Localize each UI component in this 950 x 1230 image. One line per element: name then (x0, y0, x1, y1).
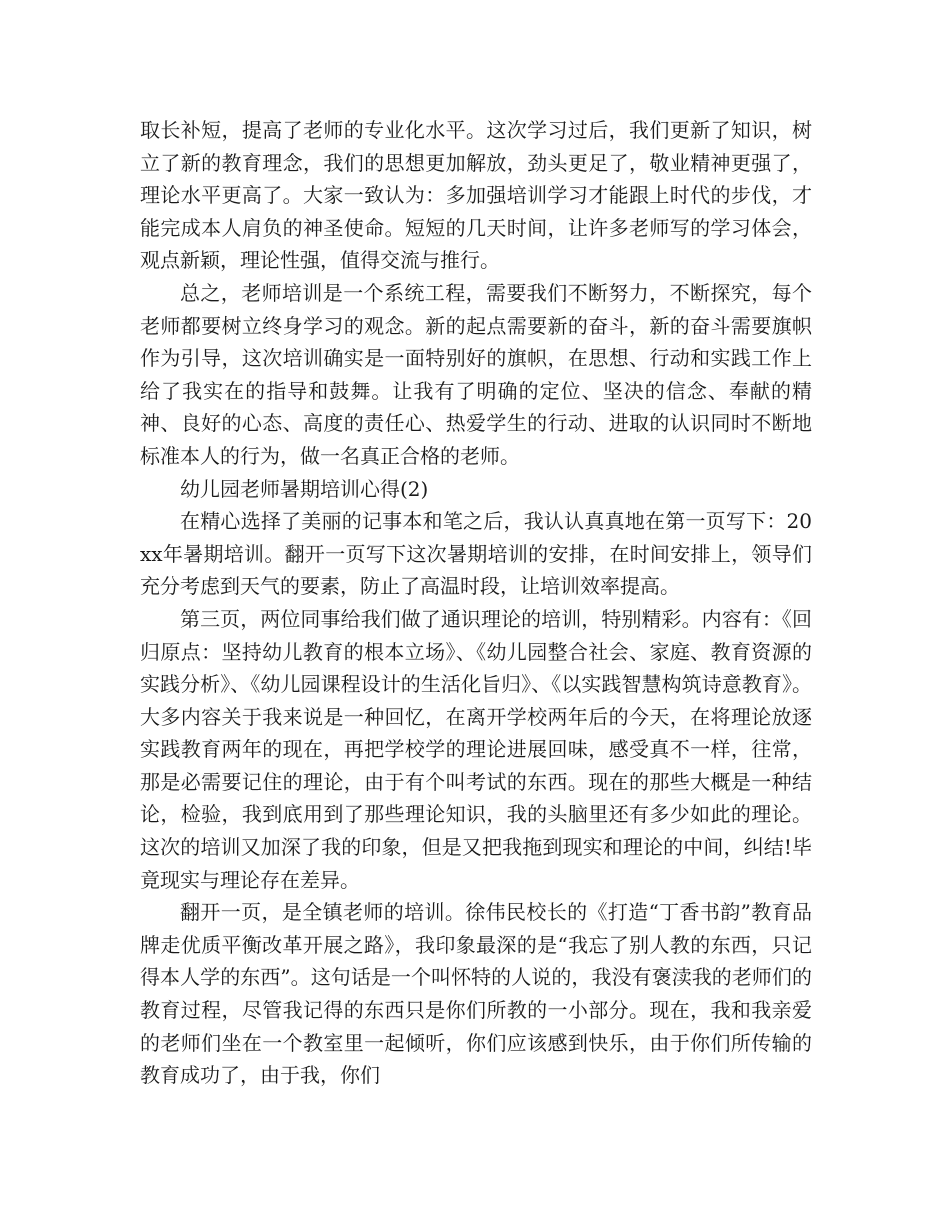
document-body (140, 114, 812, 1092)
paragraph-continuation: 取长补短，提高了老师的专业化水平。这次学习过后，我们更新了知识，树立了新的教育理念，我们的思想更加解放，劲头更足了，敬业精神更强了，理论水平更高了。大家一致认为：多加强培训学习才能跟上时代的步伐，才能完成本人肩负的神圣使命。短短的几天时间，让许多老师写的学习体会，观点新颖，理论性强，值得交流与推行。 (140, 118, 812, 273)
paragraph-notebook: 在精心选择了美丽的记事本和笔之后，我认认真真地在第一页写下：20xx年暑期培训。翻开一页写下这次暑期培训的安排，在时间安排上，领导们充分考虑到天气的要素，防止了高温时段，让培训效率提高。 (140, 509, 812, 599)
paragraph-town-training: 翻开一页，是全镇老师的培训。徐伟民校长的《打造“丁香书韵”教育品牌走优质平衡改革开展之路》，我印象最深的是“我忘了别人教的东西，只记得本人学的东西”。这句话是一个叫怀特的人说的，我没有褒渎我的老师们的教育过程，尽管我记得的东西只是你们所教的一小部分。现在，我和我亲爱的老师们坐在一个教室里一起倾听，你们应该感到快乐，由于你们所传输的教育成功了，由于我，你们 (140, 900, 812, 1088)
paragraph-conclusion: 总之，老师培训是一个系统工程，需要我们不断努力，不断探究，每个老师都要树立终身学习的观念。新的起点需要新的奋斗，新的奋斗需要旗帜作为引导，这次培训确实是一面特别好的旗帜，在思想、行动和实践工作上给了我实在的指导和鼓舞。让我有了明确的定位、坚决的信念、奉献的精神、良好的心态、高度的责任心、热爱学生的行动、进取的认识同时不断地标准本人的行为，做一名真正合格的老师。 (140, 280, 812, 468)
paragraph-theory-training: 第三页，两位同事给我们做了通识理论的培训，特别精彩。内容有：《回归原点：坚持幼儿教育的根本立场》、《幼儿园整合社会、家庭、教育资源的实践分析》、《幼儿园课程设计的生活化旨归》、《以实践智慧构筑诗意教育》。大多内容关于我来说是一种回忆，在离开学校两年后的今天，在将理论放逐实践教育两年的现在，再把学校学的理论进展回味，感受真不一样，往常，那是必需要记住的理论，由于有个叫考试的东西。现在的那些大概是一种结论，检验，我到底用到了那些理论知识，我的头脑里还有多少如此的理论。这次的培训又加深了我的印象，但是又把我拖到现实和理论的中间，纠结!毕竟现实与理论存在差异。 (140, 606, 812, 892)
section-title: 幼儿园老师暑期培训心得(2) (180, 476, 429, 501)
